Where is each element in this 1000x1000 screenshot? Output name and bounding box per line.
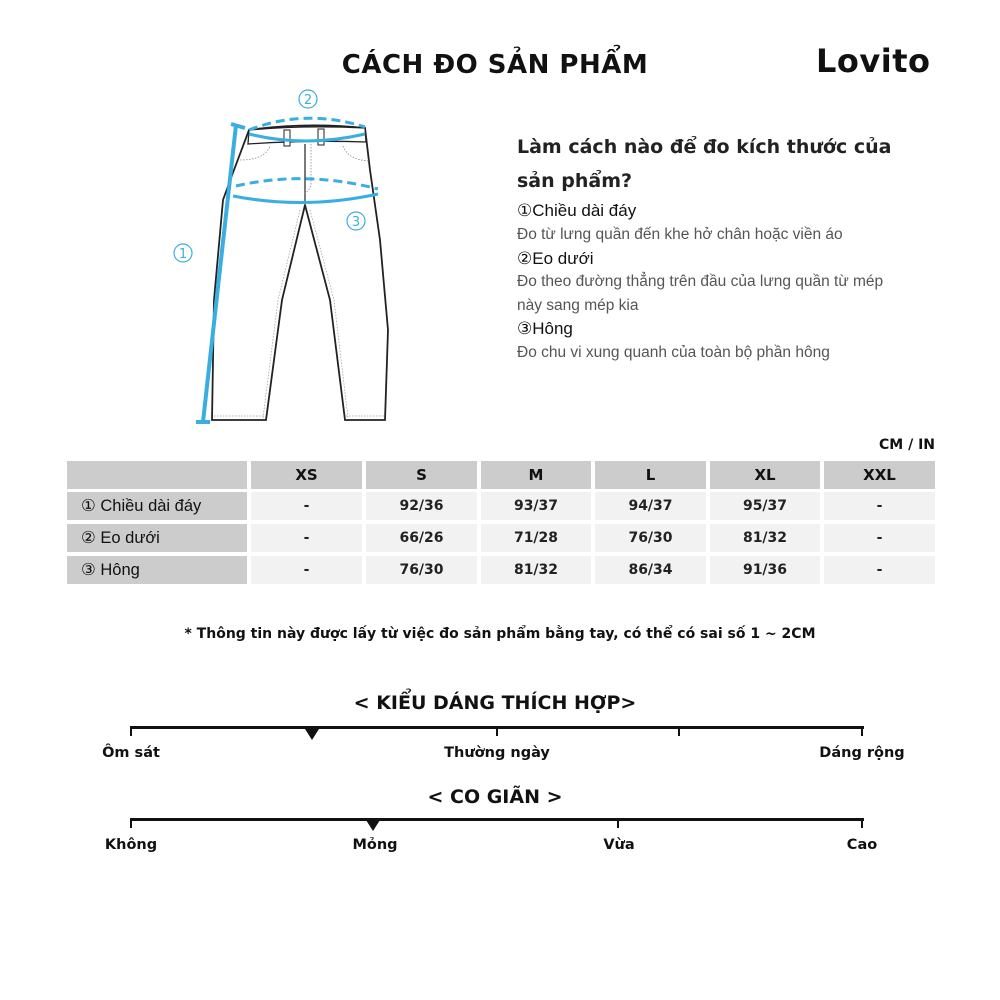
table-cell: - [824, 524, 935, 552]
stretch-tick [861, 818, 863, 828]
fit-tick [130, 726, 132, 736]
stretch-marker-icon [366, 820, 380, 831]
fit-tick [678, 726, 680, 736]
svg-text:3: 3 [351, 215, 361, 230]
stretch-scale-title: < CO GIÃN > [427, 786, 563, 808]
table-cell: - [251, 556, 362, 584]
header-cell-xxl: XXL [824, 461, 935, 489]
svg-text:2: 2 [303, 93, 313, 108]
stretch-label-high: Cao [846, 837, 878, 853]
table-cell: - [824, 556, 935, 584]
row-label: ② Eo dưới [67, 524, 247, 552]
fit-label-tight: Ôm sát [102, 745, 160, 761]
header-cell-xs: XS [251, 461, 362, 489]
stretch-scale-line [130, 818, 864, 821]
measure-item-desc: Đo theo đường thẳng trên đầu của lưng quần từ mép này sang mép kia [517, 273, 884, 314]
table-header-row [67, 461, 935, 489]
stretch-label-none: Không [104, 837, 158, 853]
page-title: CÁCH ĐO SẢN PHẨM [341, 50, 649, 80]
pants-outline-icon [212, 125, 388, 420]
brand-logo: Lovito [816, 42, 931, 80]
measure-item-label: ③Hông [517, 319, 573, 338]
table-cell: 81/32 [710, 524, 820, 552]
row-label: ① Chiều dài đáy [67, 492, 247, 520]
table-cell: 93/37 [481, 492, 591, 520]
table-cell: 86/34 [595, 556, 706, 584]
stretch-tick [617, 818, 619, 828]
measure-item-desc: Đo chu vi xung quanh của toàn bộ phần hông [517, 344, 830, 361]
fit-tick [496, 726, 498, 736]
header-cell-xl: XL [710, 461, 820, 489]
measure-item-desc: Đo từ lưng quần đến khe hở chân hoặc viền áo [517, 226, 843, 243]
header-cell-l: L [595, 461, 706, 489]
table-cell: 92/36 [366, 492, 477, 520]
table-cell: 71/28 [481, 524, 591, 552]
table-cell: - [251, 492, 362, 520]
fit-scale-title: < KIỂU DÁNG THÍCH HỢP> [353, 692, 637, 714]
fit-label-loose: Dáng rộng [819, 745, 905, 761]
measure-item-label: ②Eo dưới [517, 249, 594, 268]
table-cell: 81/32 [481, 556, 591, 584]
svg-text:1: 1 [178, 247, 188, 262]
table-cell: 91/36 [710, 556, 820, 584]
measurement-note: * Thông tin này được lấy từ việc đo sản phẩm bằng tay, có thể có sai số 1 ~ 2CM [184, 626, 816, 642]
how-to-title: Làm cách nào để đo kích thước của sản phẩm? [517, 136, 892, 192]
fit-marker-icon [305, 729, 319, 740]
measure-item-label: ①Chiều dài đáy [517, 201, 637, 220]
table-row [67, 556, 935, 584]
table-cell: 66/26 [366, 524, 477, 552]
header-cell-empty [67, 461, 247, 489]
fit-tick [861, 726, 863, 736]
unit-label: CM / IN [879, 437, 935, 453]
row-label: ③ Hông [67, 556, 247, 584]
pants-illustration [160, 80, 410, 440]
header-cell-m: M [481, 461, 591, 489]
stretch-label-slight: Mỏng [352, 837, 398, 853]
table-cell: 95/37 [710, 492, 820, 520]
fit-label-regular: Thường ngày [444, 745, 550, 761]
table-cell: - [251, 524, 362, 552]
stretch-label-medium: Vừa [603, 837, 635, 853]
table-cell: - [824, 492, 935, 520]
table-cell: 94/37 [595, 492, 706, 520]
header-cell-s: S [366, 461, 477, 489]
table-cell: 76/30 [595, 524, 706, 552]
table-cell: 76/30 [366, 556, 477, 584]
stretch-tick [130, 818, 132, 828]
table-row [67, 524, 935, 552]
table-row [67, 492, 935, 520]
